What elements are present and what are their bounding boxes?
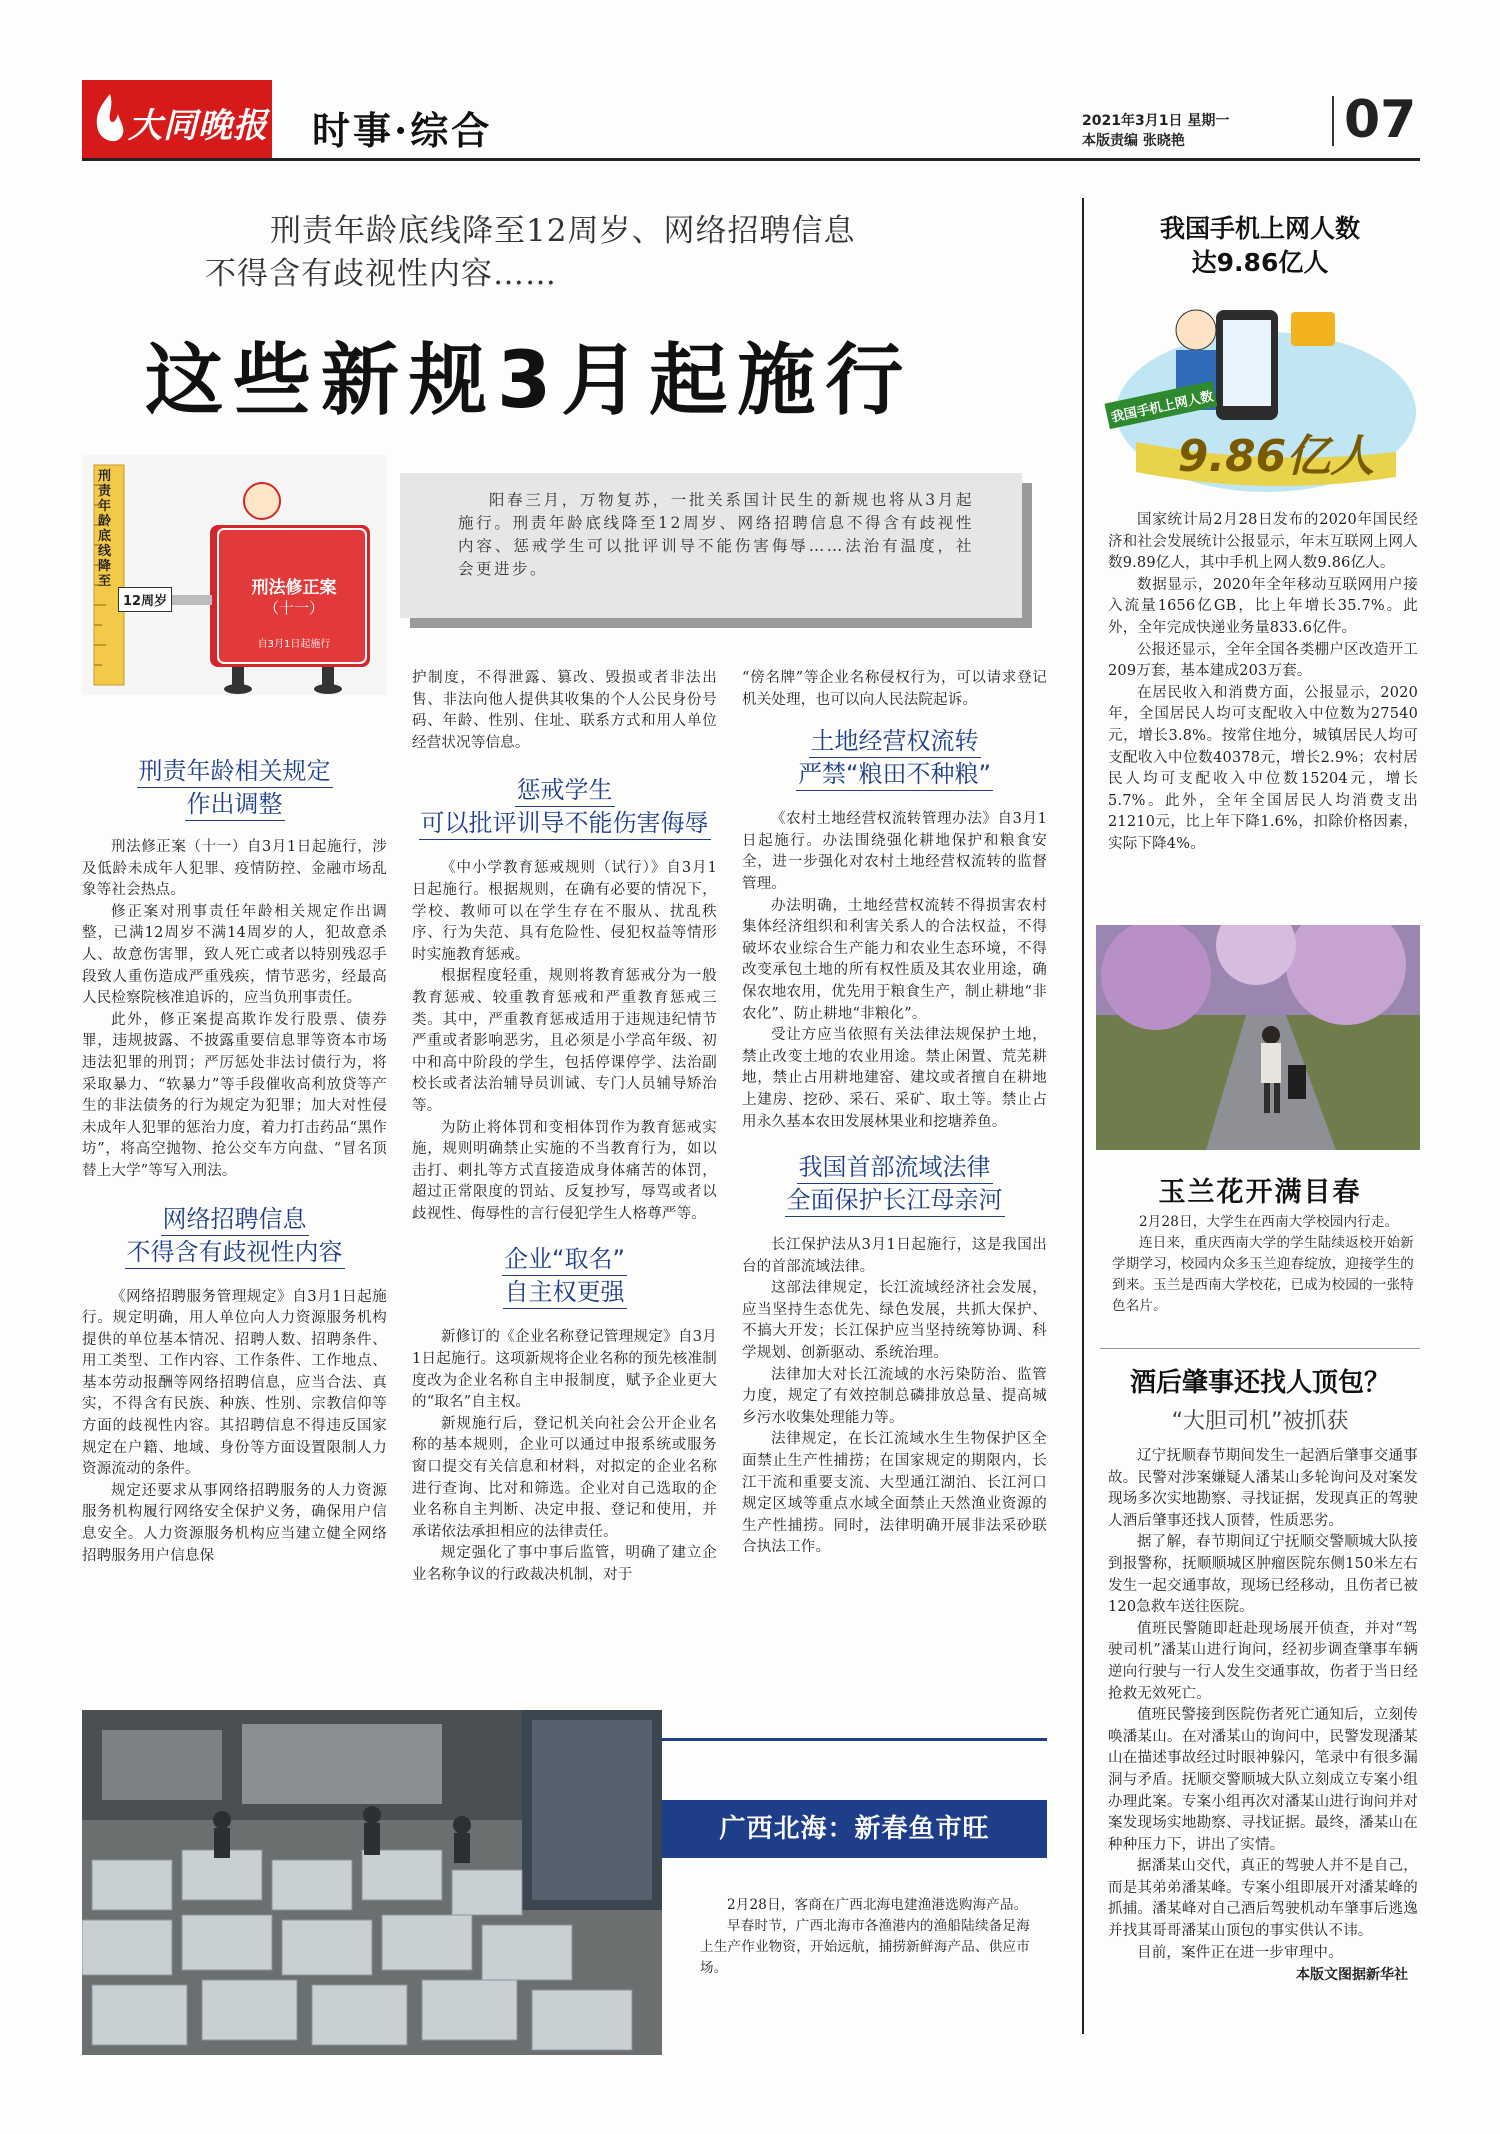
s4-heading-line2: 自主权更强 [503, 1276, 627, 1309]
s1-paragraph: 此外，修正案提高欺诈发行股票、债券罪，违规披露、不披露重要信息罪等资本市场违法犯罪的刑罚；严厉惩处非法讨债行为，将采取暴力、“软暴力”等手段催收高利放贷等产生的非法债务的行为规定为犯罪；加大对性侵未成年人犯罪的惩治力度，着力打击药品“黑作坊”，将高空抛物、抢公交车方向盘、“冒名顶替上大学”等写入刑法。 [82, 1011, 387, 1179]
dui-title: 酒后肇事还找人顶包？ [1129, 1368, 1390, 1398]
s2-body [82, 1287, 387, 1568]
dui-paragraph: 目前，案件正在进一步审理中。 [1137, 1944, 1343, 1961]
page-number: 07 [1344, 90, 1417, 150]
s5-paragraph: 《农村土地经营权流转管理办法》自3月1日起施行。办法围绕强化耕地保护和粮食安全，进一步强化对农村土地经营权流转的监督管理。 [742, 811, 1047, 892]
s5-heading-line2: 严禁“粮田不种粮” [796, 758, 993, 791]
s1-paragraph: 修正案对刑事责任年龄相关规定作出调整，已满12周岁不满14周岁的人，犯故意杀人、故意伤害罪，致人死亡或者以特别残忍手段致人重伤造成严重残疾，情节恶劣，经最高人民检察院核准追诉的，应当负刑事责任。 [82, 903, 387, 1007]
book-footer: 自3月1日起施行 [257, 639, 331, 650]
s5-paragraph: 受让方应当依照有关法律法规保护土地，禁止改变土地的农业用途。禁止闲置、荒芜耕地，禁止占用耕地建窑、建坟或者擅自在耕地上建房、挖砂、采石、采矿、取土等。禁止占用永久基本农田发展林果业和挖塘养鱼。 [742, 1027, 1047, 1130]
dui-paragraph: 辽宁抚顺春节期间发生一起酒后肇事交通事故。民警对涉案嫌疑人潘某山多轮询问及对案发现场多次实地勘察、寻找证据，发现真正的驾驶人酒后肇事还找人顶替，性质恶劣。 [1108, 1448, 1418, 1529]
lead-subtitle-2: 不得含有歧视性内容…… [205, 256, 557, 292]
dui-paragraph: 值班民警接到医院伤者死亡通知后，立刻传唤潘某山。在对潘某山的询问中，民警发现潘某山在描述事故经过时眼神躲闪，笔录中有很多漏洞与矛盾。抚顺交警顺城大队立刻成立专案小组办理此案。专案小组再次对潘某山进行询问并对案发现场实地勘察、寻找证据。最终，潘某山在种种压力下，讲出了实情。 [1108, 1707, 1418, 1853]
mobile-net-paragraph: 国家统计局2月28日发布的2020年国民经济和社会发展统计公报显示，年末互联网上网人数9.89亿人，其中手机上网人数9.86亿人。 [1108, 512, 1418, 572]
s1-body [82, 837, 387, 1183]
s3-heading-line2: 可以批评训导不能伤害侮辱 [419, 807, 711, 840]
masthead [82, 80, 1420, 160]
column-2 [412, 668, 717, 1587]
s4-body [412, 1327, 717, 1586]
s3-heading [412, 774, 717, 840]
fish-caption-p2: 早春时节，广西北海市各渔港内的渔船陆续备足海上生产作业物资，开始远航，捕捞新鲜海产品、供应市场。 [700, 1918, 1030, 1976]
book-subtitle: （十一） [263, 599, 324, 617]
dui-rule [1100, 1348, 1420, 1349]
s6-heading-line1: 我国首部流域法律 [797, 1151, 993, 1184]
s6-paragraph: 这部法律规定，长江流域经济社会发展，应当坚持生态优先、绿色发展，共抓大保护、不搞大开发；长江保护应当坚持统筹协调、科学规划、创新驱动、系统治理。 [742, 1280, 1047, 1362]
fish-market-photo [82, 1710, 662, 2055]
page-divider [1332, 96, 1334, 146]
dui-subtitle: “大胆司机”被抓获 [1171, 1409, 1349, 1434]
dui-body [1108, 1446, 1418, 1984]
masthead-rule [82, 158, 1420, 161]
s2-paragraph: 《网络招聘服务管理规定》自3月1日起施行。规定明确，用人单位向人力资源服务机构提供的单位基本情况、招聘人数、招聘条件、用工类型、工作内容、工作条件、工作地点、基本劳动报酬等网络招聘信息，应当合法、真实，不得含有民族、种族、性别、宗教信仰等方面的歧视性内容。其招聘信息不得违反国家规定在户籍、地域、身份等方面设置限制人力资源流动的条件。 [82, 1288, 387, 1478]
magnolia-caption-p2: 连日来，重庆西南大学的学生陆续返校开始新学期学习，校园内众多玉兰迎春绽放，迎接学生的到来。玉兰是西南大学校花，已成为校园的一张特色名片。 [1112, 1235, 1414, 1314]
s4-paragraph: 新规施行后，登记机关向社会公开企业名称的基本规则，企业可以通过申报系统或服务窗口提交有关信息和材料，对拟定的企业名称进行查询、比对和筛选。企业对自己选取的企业名称自主判断、决定申报、登记和使用，并承诺依法承担相应的法律责任。 [412, 1415, 717, 1540]
photo-credit: 本版文图据新华社 [1296, 1967, 1408, 1984]
s6-heading-line2: 全面保护长江母亲河 [785, 1184, 1005, 1217]
ruler-text: 刑责年龄底线降至 [98, 469, 112, 589]
s4-heading [412, 1243, 717, 1309]
s6-heading [742, 1151, 1047, 1217]
date-line: 2021年3月1日 星期一 [1082, 113, 1230, 129]
mobile-net-title [1100, 212, 1420, 280]
s3-paragraph: 为防止将体罚和变相体罚作为教育惩戒实施，规则明确禁止实施的不当教育行为，如以击打、刺扎等方式直接造成身体痛苦的体罚，超过正常限度的罚站、反复抄写，辱骂或者以歧视性、侮辱性的言行侵犯学生人格尊严等。 [412, 1119, 717, 1222]
lead-subtitle-1: 刑责年龄底线降至12周岁、网络招聘信息 [270, 213, 856, 249]
s3-heading-line1: 惩戒学生 [515, 774, 615, 807]
s3-paragraph: 根据程度轻重，规则将教育惩戒分为一般教育惩戒、较重教育惩戒和严重教育惩戒三类。其中，严重教育惩戒适用于违规违纪情节严重或者影响恶劣，且必须是小学高年级、初中和高中阶段的学生，包括停课停学、法治副校长或者法治辅导员训诫、专门人员辅导矫治等。 [412, 968, 717, 1114]
s5-body [742, 809, 1047, 1133]
s5-heading-line1: 土地经营权流转 [809, 725, 981, 758]
column-1 [82, 755, 387, 1567]
s6-paragraph: 法律规定，在长江流域水生生物保护区全面禁止生产性捕捞；在国家规定的期限内，长江干流和重要支流、大型通江湖泊、长江河口规定区域等重点水域全面禁止天然渔业资源的生产性捕捞。同时，法律明确开展非法采砂联合执法工作。 [742, 1431, 1047, 1556]
fish-caption [700, 1895, 1030, 1979]
intro-box [400, 473, 1022, 618]
fish-title-rule [662, 1738, 1047, 1741]
s6-paragraph: 长江保护法从3月1日起施行，这是我国出台的首部流域法律。 [742, 1237, 1047, 1275]
col3-continuation: “傍名牌”等企业名称侵权行为，可以请求登记机关处理，也可以向人民法院起诉。 [742, 670, 1047, 708]
mobile-net-title-1: 我国手机上网人数 [1159, 214, 1360, 243]
s5-heading [742, 725, 1047, 791]
s6-body [742, 1235, 1047, 1559]
s1-heading-line2: 作出调整 [185, 788, 285, 821]
fish-caption-p1: 2月28日，客商在广西北海电建渔港选购海产品。 [727, 1897, 1028, 1913]
mobile-net-title-2: 达9.86亿人 [1191, 248, 1329, 277]
s3-body [412, 858, 717, 1225]
right-column-rule [1082, 198, 1084, 2034]
fish-title: 广西北海：新春鱼市旺 [719, 1814, 990, 1844]
editor-line: 本版责编 张晓艳 [1082, 133, 1185, 149]
s4-heading-line1: 企业“取名” [502, 1243, 627, 1276]
flame-icon [90, 92, 130, 148]
intro-text: 阳春三月，万物复苏，一批关系国计民生的新规也将从3月起施行。刑责年龄底线降至12周岁、网络招聘信息不得含有歧视性内容、惩戒学生可以批评训导不能伤害侮辱……法治有温度，社会更进步。 [458, 491, 974, 578]
column-3 [742, 668, 1047, 1559]
col2-continuation: 护制度，不得泄露、篡改、毁损或者非法出售、非法向他人提供其收集的个人公民身份号码、年龄、性别、住址、联系方式和用人单位经营状况等信息。 [412, 670, 717, 751]
magnolia-title: 玉兰花开满目春 [1158, 1177, 1362, 1208]
s1-paragraph: 刑法修正案（十一）自3月1日起施行，涉及低龄未成年人犯罪、疫情防控、金融市场乱象等社会热点。 [82, 839, 387, 899]
s2-heading-line1: 网络招聘信息 [161, 1203, 309, 1236]
criminal-law-illustration [82, 455, 387, 695]
age-tag: 12周岁 [118, 587, 172, 612]
mobile-net-paragraph: 在居民收入和消费方面，公报显示，2020年，全国居民人均可支配收入中位数为27540元，增长3.8%。按常住地分，城镇居民人均可支配收入中位数40378元，增长2.9%；农村居民人均可支配收入中位数15204元，增长5.7%。此外，全年全国居民人均消费支出21210元，比上年下降1.6%，扣除价格因素，实际下降4%。 [1108, 684, 1418, 852]
s2-heading-line2: 不得含有歧视性内容 [125, 1236, 345, 1269]
magnolia-caption-p1: 2月28日，大学生在西南大学校园内行走。 [1139, 1214, 1399, 1230]
magnolia-photo [1096, 925, 1420, 1150]
section-name: 时事·综合 [312, 108, 493, 153]
fish-title-bar [662, 1800, 1047, 1858]
s6-paragraph: 法律加大对长江流域的水污染防治、监管力度，规定了有效控制总磷排放总量、提高城乡污水收集处理能力等。 [742, 1366, 1047, 1426]
s4-paragraph: 规定强化了事中事后监管，明确了建立企业名称争议的行政裁决机制，对于 [412, 1545, 717, 1583]
s2-heading [82, 1203, 387, 1269]
s1-heading-line1: 刑责年龄相关规定 [137, 755, 333, 788]
book-title: 刑法修正案 [251, 578, 337, 598]
dui-paragraph: 值班民警随即赶赴现场展开侦查，并对“驾驶司机”潘某山进行询问，经初步调查肇事车辆逆向行驶与一行人发生交通事故，伤者于当日经抢救无效死亡。 [1108, 1620, 1418, 1702]
magnolia-caption [1112, 1212, 1414, 1317]
dui-paragraph: 据潘某山交代，真正的驾驶人并不是自己，而是其弟弟潘某峰。专案小组即展开对潘某峰的抓捕。潘某峰对自己酒后驾驶机动车肇事后逃逸并找其哥哥潘某山顶包的事实供认不讳。 [1108, 1858, 1418, 1940]
s1-heading [82, 755, 387, 821]
mobile-net-body [1108, 510, 1418, 856]
mobile-net-badge: 我国手机上网人数 [1109, 389, 1215, 426]
mobile-net-big-number: 9.86亿人 [1177, 431, 1375, 482]
mobile-net-paragraph: 公报还显示，全年全国各类棚户区改造开工209万套，基本建成203万套。 [1108, 641, 1418, 680]
logo [82, 80, 272, 160]
mobile-net-paragraph: 数据显示，2020年全年移动互联网用户接入流量1656亿GB，比上年增长35.7%。此外，全年完成快递业务量833.6亿件。 [1108, 576, 1418, 636]
dui-paragraph: 据了解，春节期间辽宁抚顺交警顺城大队接到报警称，抚顺顺城区肿瘤医院东侧150米左右发生一起交通事故，现场已经移动，且伤者已被120急救车送往医院。 [1108, 1534, 1418, 1616]
s3-paragraph: 《中小学教育惩戒规则（试行）》自3月1日起施行。根据规则，在确有必要的情况下，学校、教师可以在学生存在不服从、扰乱秩序、行为失范、具有危险性、侵犯权益等情形时实施教育惩戒。 [412, 860, 717, 963]
s4-paragraph: 新修订的《企业名称登记管理规定》自3月1日起施行。这项新规将企业名称的预先核准制度改为企业名称自主申报制度，赋予企业更大的“取名”自主权。 [412, 1329, 717, 1411]
logo-text: 大同晚报 [128, 106, 268, 146]
mobile-net-illustration [1096, 292, 1420, 497]
s2-paragraph: 规定还要求从事网络招聘服务的人力资源服务机构履行网络安全保护义务，确保用户信息安全。人力资源服务机构应当建立健全网络招聘服务用户信息保 [82, 1482, 387, 1564]
lead-headline: 这些新规3月起施行 [145, 336, 914, 426]
s5-paragraph: 办法明确，土地经营权流转不得损害农村集体经济组织和利害关系人的合法权益，不得破坏农业综合生产能力和农业生态环境，不得改变承包土地的所有权性质及其农业用途，确保农地农用，优先用于粮食生产，制止耕地“非农化”、防止耕地“非粮化”。 [742, 897, 1047, 1022]
